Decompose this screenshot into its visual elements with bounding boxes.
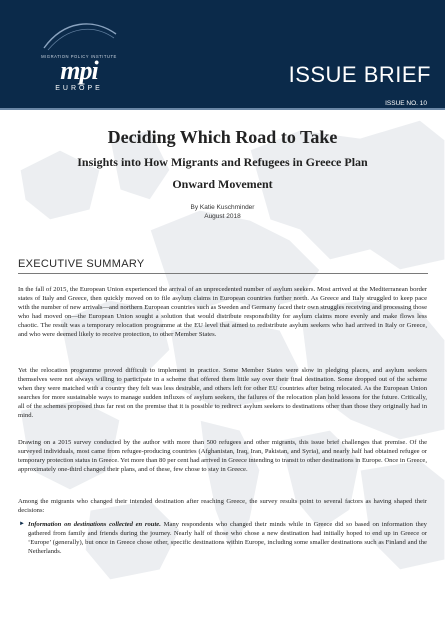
list-item: [19, 520, 427, 556]
mpi-europe-logo: [34, 14, 124, 94]
author-name: By Katie Kuschminder: [190, 204, 255, 211]
report-title: Deciding Which Road to Take: [107, 127, 338, 147]
byline: [0, 203, 445, 221]
report-subtitle-line-2: Onward Movement: [172, 177, 273, 191]
summary-paragraph-1: In the fall of 2015, the European Union experienced the arrival of an unprecedented number of asylum seekers. Most arrived at the Mediterranean border states of Italy and Greece, then quickly moved on to file asylum claims in European countries further north. As Greece and Italy struggled to keep pace with the number of new arrivals—and northern European countries such as Sweden and Germany faced their own struggles receiving and processing those who had moved on—the European Union sought a solution that would distribute responsibility for asylum claims more evenly and make flows less chaotic. The result was a temporary relocation programme at the EU level that aimed to redistribute asylum seekers who had arrived in Italy or Greece, and who were deemed likely to receive protection, to other Member States.: [18, 286, 427, 339]
issue-brief-label: ISSUE BRIEF: [288, 62, 431, 87]
logo-europe-text: EUROPE: [55, 85, 103, 92]
executive-summary-heading: EXECUTIVE SUMMARY: [18, 258, 145, 270]
publication-date: August 2018: [204, 213, 241, 220]
summary-paragraph-2: Yet the relocation programme proved difficult to implement in practice. Some Member States were slow in pledging places, and asylum seekers themselves were not always willing to participate in a scheme that offered them little say over their final destination. Some dropped out of the scheme when they were matched with a country they felt was less desirable, and others left for other EU countries after being relocated. As the European Union searches for more sustainable ways to manage sudden influxes of asylum seekers, the failures of the relocation plan hold lessons for the future. Critically, all of the schemes proposed thus far rest on the premise that it is possible to redirect asylum seekers to destinations other than those they originally had in mind.: [18, 367, 427, 420]
bullet-body-text: Many respondents who changed their minds while in Greece did so based on information they gathered from family and friends during the journey. Nearly half of those who chose a new destination had initially hoped to end up in Greece or ‘Europe’ (generally), but once in Greece chose other, specific destinations within Europe, including some smaller destinations such as Finland and the Netherlands.: [28, 521, 427, 556]
section-divider: [18, 273, 428, 274]
report-subtitle-line-1: Insights into How Migrants and Refugees in Greece Plan: [77, 155, 368, 169]
header-banner: [0, 0, 445, 108]
logo-swoosh-icon: [34, 14, 124, 54]
bullet-lead-text: Information on destinations collected en route.: [28, 521, 161, 528]
issue-number: ISSUE NO. 10: [385, 100, 427, 107]
logo-mpi-text: mpi: [60, 56, 98, 85]
summary-paragraph-4: Among the migrants who changed their intended destination after reaching Greece, the survey results point to several factors as having shaped their decisions:: [18, 498, 427, 515]
summary-paragraph-3: Drawing on a 2015 survey conducted by the author with more than 500 refugees and other migrants, this issue brief challenges that premise. Of the surveyed individuals, most came from refugee-producing countries (Afghanistan, Iraq, Iran, Pakistan, and Syria), and nearly half had obtained refugee or temporary protection status in Greece. Yet more than 80 per cent had arrived in Greece intending to transit to other destinations in Europe. Once in Greece, approximately one-third changed their plans, and of these, few chose to stay in Greece.: [18, 439, 427, 474]
bullet-arrow-icon: ►: [19, 521, 25, 527]
logo-institute-text: MIGRATION POLICY INSTITUTE: [41, 54, 117, 59]
